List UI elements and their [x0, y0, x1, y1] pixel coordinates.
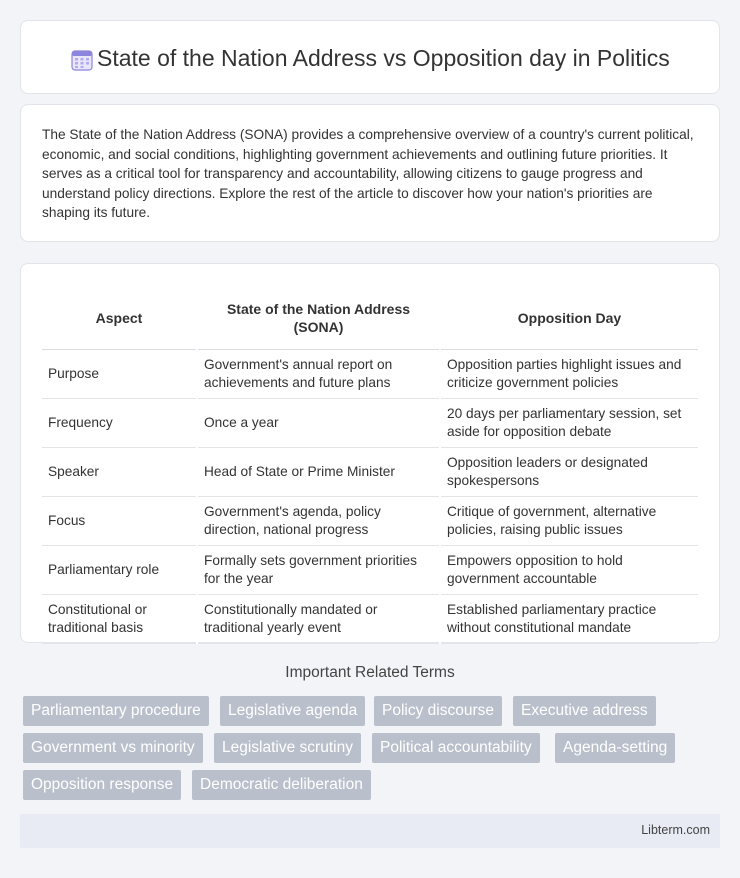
table-row [42, 349, 698, 398]
cell-sona: Once a year [197, 398, 440, 447]
table-row [42, 496, 698, 545]
cell-aspect: Parliamentary role [42, 545, 197, 594]
cell-opposition: Critique of government, alternative policies, raising public issues [440, 496, 698, 545]
table-row [42, 594, 698, 643]
tag-legislative-agenda[interactable]: Legislative agenda [220, 696, 365, 726]
intro-paragraph: The State of the Nation Address (SONA) provides a comprehensive overview of a country's current political, economic, and social conditions, highlighting government achievements and outlining future priorities. It serves as a critical tool for transparency and accountability, allowing citizens to gauge progress and understand policy directions. Explore the rest of the article to discover how your nation's priorities are shaping its future. [42, 127, 694, 220]
cell-opposition: Opposition leaders or designated spokespersons [440, 447, 698, 496]
table-row [42, 398, 698, 447]
intro-card [20, 104, 720, 242]
cell-aspect: Speaker [42, 447, 197, 496]
cell-sona: Constitutionally mandated or traditional yearly event [197, 594, 440, 643]
tag-democratic-deliberation[interactable]: Democratic deliberation [192, 770, 371, 800]
header-sona: State of the Nation Address (SONA) [197, 287, 440, 349]
related-terms-heading: Important Related Terms [285, 664, 455, 681]
tag-opposition-response[interactable]: Opposition response [23, 770, 181, 800]
cell-aspect: Frequency [42, 398, 197, 447]
tag-policy-discourse[interactable]: Policy discourse [374, 696, 502, 726]
table-row [42, 447, 698, 496]
tag-executive-address[interactable]: Executive address [513, 696, 656, 726]
cell-sona: Government's annual report on achievements and future plans [197, 349, 440, 398]
cell-aspect: Focus [42, 496, 197, 545]
tag-legislative-scrutiny[interactable]: Legislative scrutiny [214, 733, 361, 763]
header-opposition-day: Opposition Day [440, 287, 698, 349]
footer [20, 814, 720, 848]
cell-sona: Head of State or Prime Minister [197, 447, 440, 496]
table-row [42, 545, 698, 594]
cell-opposition: Established parliamentary practice without constitutional mandate [440, 594, 698, 643]
tag-government-vs-minority[interactable]: Government vs minority [23, 733, 203, 763]
cell-sona: Government's agenda, policy direction, national progress [197, 496, 440, 545]
header-aspect: Aspect [42, 287, 197, 349]
table-header-row [42, 287, 698, 349]
cell-opposition: Empowers opposition to hold government accountable [440, 545, 698, 594]
comparison-card [20, 263, 720, 643]
calendar-icon [69, 47, 95, 73]
comparison-table [42, 287, 698, 644]
page-title: State of the Nation Address vs Opposition day in Politics [97, 45, 670, 71]
cell-sona: Formally sets government priorities for the year [197, 545, 440, 594]
tag-agenda-setting[interactable]: Agenda-setting [555, 733, 675, 763]
title-card [20, 20, 720, 94]
cell-aspect: Purpose [42, 349, 197, 398]
cell-opposition: Opposition parties highlight issues and criticize government policies [440, 349, 698, 398]
cell-aspect: Constitutional or traditional basis [42, 594, 197, 643]
tag-parliamentary-procedure[interactable]: Parliamentary procedure [23, 696, 209, 726]
cell-opposition: 20 days per parliamentary session, set aside for opposition debate [440, 398, 698, 447]
footer-brand-link[interactable]: Libterm.com [641, 823, 710, 837]
tag-political-accountability[interactable]: Political accountability [372, 733, 540, 763]
